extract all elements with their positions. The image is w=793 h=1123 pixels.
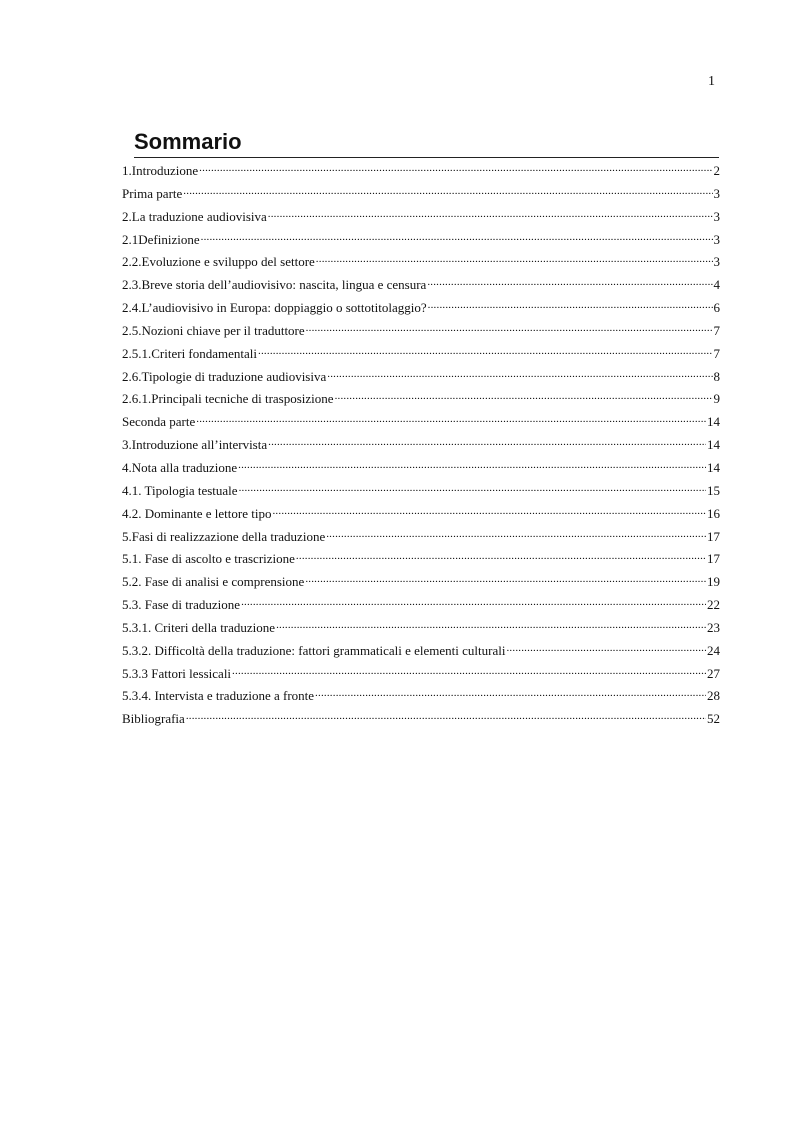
toc-entry-page: 17 — [707, 551, 720, 567]
toc-entry[interactable] — [122, 367, 720, 390]
toc-entry[interactable] — [122, 275, 720, 298]
toc-dot-leader — [268, 435, 706, 449]
toc-dot-leader — [306, 321, 713, 335]
toc-dot-leader — [316, 252, 713, 266]
toc-entry-page: 3 — [713, 254, 720, 270]
toc-dot-leader — [335, 389, 713, 403]
toc-dot-leader — [428, 298, 713, 312]
toc-dot-leader — [268, 207, 713, 221]
toc-entry[interactable] — [122, 435, 720, 458]
toc-entry[interactable] — [122, 572, 720, 595]
toc-dot-leader — [232, 664, 706, 678]
toc-entry-title: 1.Introduzione — [122, 163, 199, 178]
toc-entry-title: 5.3.4. Intervista e traduzione a fronte — [122, 688, 315, 704]
toc-entry[interactable] — [122, 389, 720, 412]
toc-entry[interactable] — [122, 686, 720, 709]
toc-entry-title: 5.3.3 Fattori lessicali — [122, 665, 232, 681]
toc-dot-leader — [239, 481, 706, 495]
toc-entry-title: 5.3.2. Difficoltà della traduzione: fattori grammaticali e elementi culturali — [122, 642, 506, 658]
toc-entry-page: 27 — [707, 665, 720, 681]
toc-entry-title: 2.1Definizione — [122, 231, 200, 247]
toc-dot-leader — [258, 344, 712, 358]
toc-dot-leader — [241, 595, 706, 609]
toc-entry-title: 2.6.1.Principali tecniche di trasposizione — [122, 391, 334, 407]
toc-entry-page: 22 — [707, 597, 720, 613]
toc-entry-page: 6 — [713, 300, 720, 316]
toc-entry[interactable] — [122, 664, 720, 687]
toc-entry-page: 9 — [713, 391, 720, 407]
toc-entry-page: 28 — [707, 688, 720, 704]
toc-entry-title: 3.Introduzione all’intervista — [122, 437, 268, 453]
toc-entry[interactable] — [122, 481, 720, 504]
toc-entry-title: 5.1. Fase di ascolto e trascrizione — [122, 551, 295, 567]
toc-entry-title: 5.3.1. Criteri della traduzione — [122, 619, 276, 635]
toc-entry-page: 17 — [707, 528, 720, 544]
toc-entry-page: 14 — [707, 414, 720, 430]
toc-entry-page: 19 — [707, 574, 720, 590]
toc-entry[interactable] — [122, 321, 720, 344]
toc-entry-page: 23 — [707, 619, 720, 635]
toc-entry-title: Seconda parte — [122, 414, 196, 430]
toc-entry[interactable] — [122, 207, 720, 230]
toc-dot-leader — [427, 275, 712, 289]
toc-dot-leader — [296, 549, 706, 563]
toc-dot-leader — [315, 686, 706, 700]
toc-dot-leader — [196, 412, 706, 426]
toc-entry[interactable] — [122, 458, 720, 481]
toc-entry[interactable] — [122, 504, 720, 527]
toc-entry-title: 5.2. Fase di analisi e comprensione — [122, 574, 305, 590]
toc-entry[interactable] — [122, 252, 720, 275]
toc-entry-page: 24 — [707, 642, 720, 658]
toc-dot-leader — [276, 618, 706, 632]
toc-entry-page: 4 — [713, 277, 720, 293]
toc-entry-title: 2.5.1.Criteri fondamentali — [122, 345, 258, 361]
toc-entry[interactable] — [122, 184, 720, 207]
toc-entry[interactable] — [122, 549, 720, 572]
toc-entry-title: 2.6.Tipologie di traduzione audiovisiva — [122, 368, 327, 384]
toc-entry-title: 5.Fasi di realizzazione della traduzione — [122, 528, 326, 544]
toc-entry[interactable] — [122, 641, 720, 664]
title-rule — [134, 157, 719, 158]
toc-entry[interactable] — [122, 230, 720, 253]
toc-dot-leader — [506, 641, 706, 655]
toc-entry-title: 5.3. Fase di traduzione — [122, 597, 241, 613]
toc-dot-leader — [238, 458, 706, 472]
toc-dot-leader — [186, 709, 706, 723]
toc-entry[interactable] — [122, 298, 720, 321]
toc-dot-leader — [272, 504, 706, 518]
toc-entry-title: 4.Nota alla traduzione — [122, 459, 238, 475]
toc-entry[interactable] — [122, 595, 720, 618]
toc-entry-title: Prima parte — [122, 185, 183, 201]
toc-entry[interactable] — [122, 344, 720, 367]
toc-entry-page: 2 — [713, 163, 720, 178]
toc-entry-page: 8 — [713, 368, 720, 384]
toc-entry-title: 2.La traduzione audiovisiva — [122, 208, 267, 224]
toc-entry-page: 3 — [713, 185, 720, 201]
toc-entry-page: 16 — [707, 505, 720, 521]
toc-entry-title: Bibliografia — [122, 711, 185, 727]
toc-title: Sommario — [134, 129, 242, 154]
toc-entry-page: 15 — [707, 482, 720, 498]
toc-entry[interactable] — [122, 161, 720, 184]
toc-entry-title: 2.5.Nozioni chiave per il traduttore — [122, 322, 305, 338]
toc-entry-page: 7 — [713, 345, 720, 361]
toc-entry-page: 3 — [713, 208, 720, 224]
toc-dot-leader — [201, 230, 713, 244]
toc-dot-leader — [199, 161, 712, 175]
toc-dot-leader — [305, 572, 706, 586]
toc-entry-title: 2.3.Breve storia dell’audiovisivo: nascita, lingua e censura — [122, 277, 427, 293]
table-of-contents — [122, 161, 720, 732]
toc-entry-page: 52 — [707, 711, 720, 727]
toc-entry-page: 7 — [713, 322, 720, 338]
toc-dot-leader — [327, 367, 712, 381]
page-number: 1 — [708, 74, 715, 89]
toc-entry-page: 3 — [713, 231, 720, 247]
toc-entry-page: 14 — [707, 437, 720, 453]
toc-entry-page: 14 — [707, 459, 720, 475]
toc-entry-title: 4.1. Tipologia testuale — [122, 482, 238, 498]
toc-entry[interactable] — [122, 709, 720, 732]
toc-entry-title: 2.4.L’audiovisivo in Europa: doppiaggio o sottotitolaggio? — [122, 300, 427, 316]
toc-entry-title: 4.2. Dominante e lettore tipo — [122, 505, 272, 521]
toc-entry[interactable] — [122, 618, 720, 641]
toc-dot-leader — [326, 527, 706, 541]
toc-entry[interactable] — [122, 527, 720, 550]
toc-entry[interactable] — [122, 412, 720, 435]
toc-dot-leader — [183, 184, 712, 198]
toc-entry-title: 2.2.Evoluzione e sviluppo del settore — [122, 254, 315, 270]
